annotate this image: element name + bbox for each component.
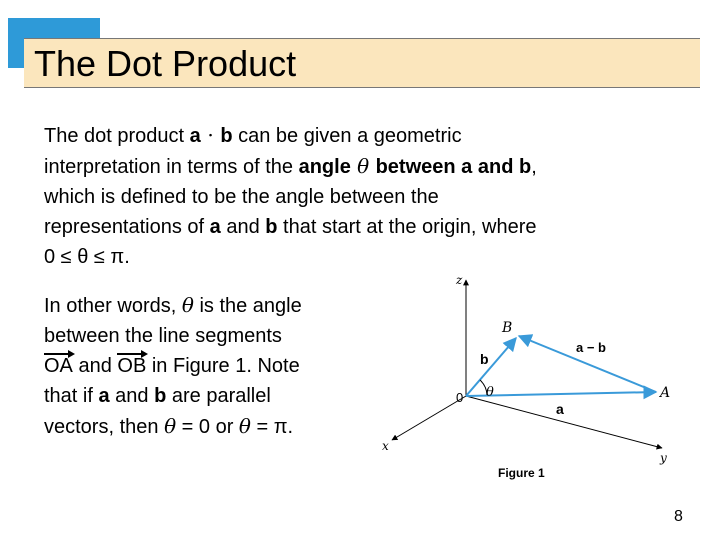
segment-ob: OB xyxy=(117,351,146,381)
vector-a-arrow xyxy=(466,392,656,396)
para1-line-1: The dot product a ⋅ b can be given a geometric xyxy=(44,123,462,147)
z-axis-label: z xyxy=(456,273,463,287)
x-axis xyxy=(392,396,466,440)
para1-line-3: which is defined to be the angle between the xyxy=(44,186,439,208)
segment-oa: OA xyxy=(44,351,73,381)
para1-line-2: interpretation in terms of the angle θ between a and b, xyxy=(44,154,537,178)
paragraph-interpretation xyxy=(44,290,374,442)
vector-angle-figure xyxy=(372,268,682,468)
paragraph-definition xyxy=(44,120,684,272)
y-axis xyxy=(466,396,662,448)
point-b-label: B xyxy=(502,320,513,336)
point-a-label: A xyxy=(660,385,671,401)
para2-line-4: that if a and b are parallel xyxy=(44,385,271,407)
para2-line-1: In other words, θ is the angle xyxy=(44,293,302,317)
para2-line-3: OA and OB in Figure 1. Note xyxy=(44,351,374,381)
figure-caption: Figure 1 xyxy=(498,466,545,480)
vector-diff-label: a − b xyxy=(576,340,606,355)
para2-line-2: between the line segments xyxy=(44,325,282,347)
para1-line-4: representations of a and b that start at the origin, where xyxy=(44,216,537,238)
page-number: 8 xyxy=(674,508,683,525)
slide-title: The Dot Product xyxy=(34,43,297,84)
x-axis-label: x xyxy=(382,439,389,453)
y-axis-label: y xyxy=(660,451,667,465)
para1-line-5: 0 ≤ θ ≤ π. xyxy=(44,246,130,268)
para2-line-5: vectors, then θ = 0 or θ = π. xyxy=(44,414,294,438)
angle-label: θ xyxy=(486,385,494,400)
origin-label: 0 xyxy=(456,390,464,405)
vector-b-label: b xyxy=(480,351,489,367)
vector-a-label: a xyxy=(556,401,564,417)
